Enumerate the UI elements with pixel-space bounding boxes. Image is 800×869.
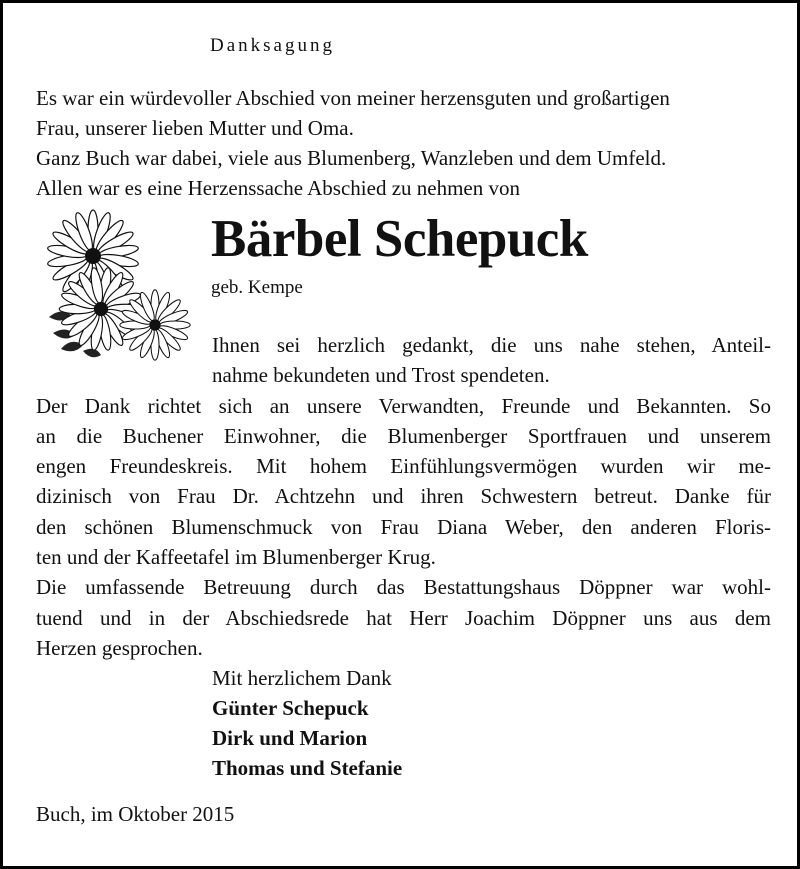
signer-name: Thomas und Stefanie — [212, 756, 403, 780]
body-line: dizinisch von Frau Dr. Achtzehn und ihren Schwestern betreut. Danke für — [36, 484, 771, 509]
signer-name: Günter Schepuck — [212, 696, 369, 720]
closing-signature — [212, 663, 402, 783]
thanks-paragraph — [36, 330, 771, 663]
body-line: an die Buchener Einwohner, die Blumenberger Sportfrauen und unserem — [36, 423, 771, 448]
intro-line: Ganz Buch war dabei, viele aus Blumenberg, Wanzleben und dem Umfeld. — [36, 146, 667, 170]
body-line: den schönen Blumenschmuck von Frau Diana Weber, den anderen Floris- — [36, 514, 771, 539]
body-line: Der Dank richtet sich an unsere Verwandten, Freunde und Bekannten. So — [36, 393, 771, 418]
body-line: Herzen gesprochen. — [36, 635, 203, 660]
place-and-date: Buch, im Oktober 2015 — [36, 802, 235, 826]
body-line: Ihnen sei herzlich gedankt, die uns nahe stehen, Anteil- — [212, 333, 771, 357]
intro-line: Es war ein würdevoller Abschied von meiner herzensguten und großartigen — [36, 86, 670, 110]
intro-paragraph — [36, 83, 771, 203]
maiden-name: geb. Kempe — [211, 277, 303, 298]
body-line: nahme bekundeten und Trost spendeten. — [212, 363, 550, 388]
deceased-name: Bärbel Schepuck — [211, 210, 588, 268]
closing-greeting: Mit herzlichem Dank — [212, 666, 392, 690]
signer-name: Dirk und Marion — [212, 726, 368, 750]
body-line: ten und der Kaffeetafel im Blumenberger Krug. — [36, 545, 436, 570]
body-line: engen Freundeskreis. Mit hohem Einfühlungsvermögen wurden wir me- — [36, 454, 771, 479]
intro-line: Frau, unserer lieben Mutter und Oma. — [36, 116, 354, 140]
body-line: tuend und in der Abschiedsrede hat Herr Joachim Döppner uns aus dem — [36, 605, 771, 630]
body-line: Die umfassende Betreuung durch das Bestattungshaus Döppner war wohl- — [36, 575, 771, 600]
intro-line: Allen war es eine Herzenssache Abschied zu nehmen von — [36, 176, 520, 200]
notice-heading: Danksagung — [210, 35, 335, 56]
